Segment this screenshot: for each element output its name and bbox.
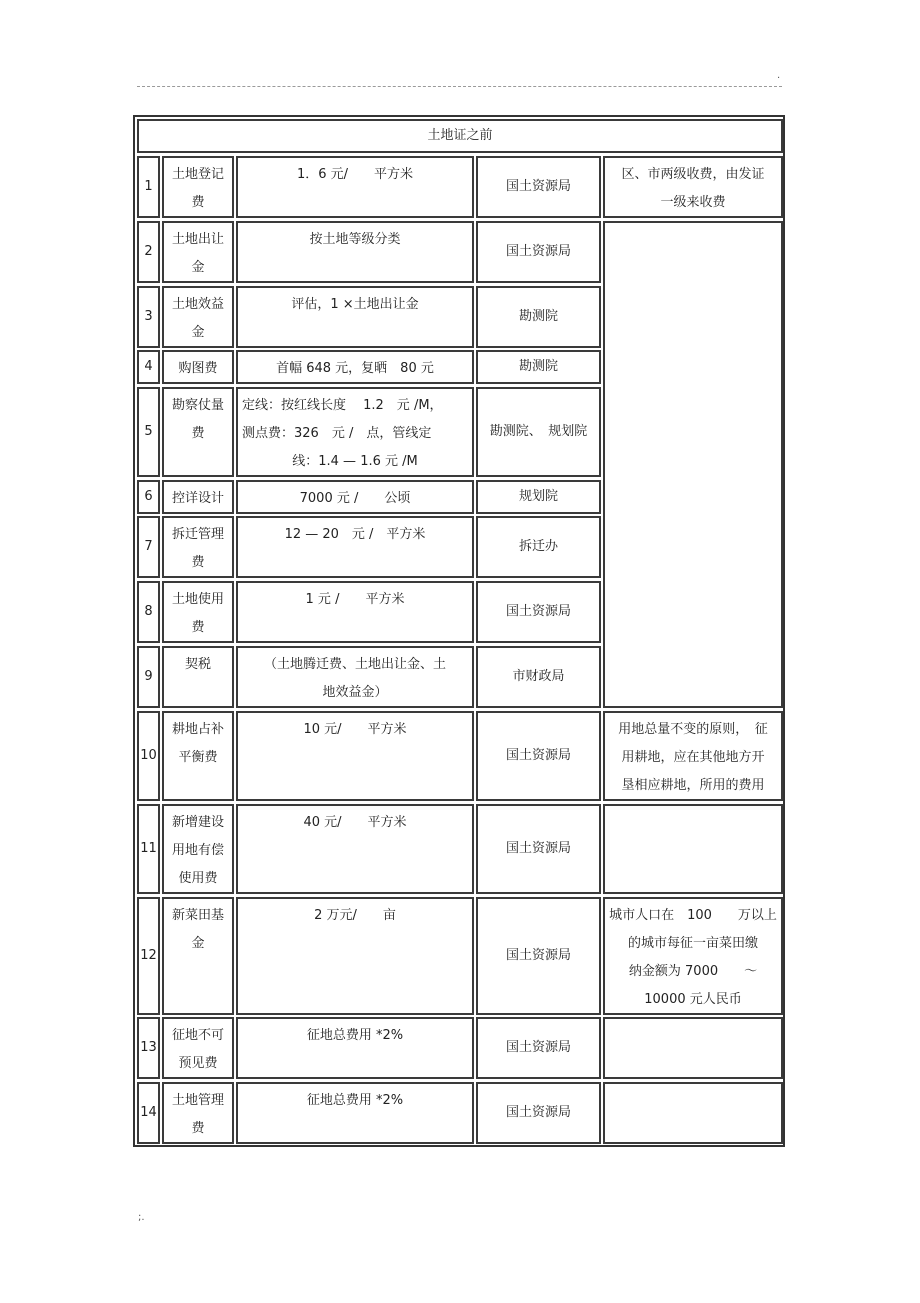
fee-name-line: 费 [191,195,205,210]
fee-name-line: 费 [191,555,205,570]
fee-standard-line: 地效益金） [322,685,388,700]
fee-standard-line: 征地总费用 *2% [306,1028,404,1043]
collecting-department: 国土资源局 [476,156,601,218]
fee-standard-line: 40 元/ 平方米 [303,815,407,830]
fee-standard-line: （土地腾迁费、土地出让金、土 [263,657,446,672]
collecting-department: 市财政局 [476,646,601,708]
fee-name [162,480,234,514]
fee-name-line: 土地管理 [171,1093,224,1108]
fee-name-line: 用地有偿 [171,843,224,858]
fee-standard [236,897,474,1015]
fee-name [162,804,234,894]
fee-name-line: 拆迁管理 [171,527,224,542]
fee-remark-line: 用耕地，应在其他地方开 [621,750,765,765]
fee-name-line: 金 [191,936,205,951]
collecting-department: 国土资源局 [476,1017,601,1079]
row-number: 8 [137,581,160,643]
fee-remark [603,804,783,894]
fee-standard [236,350,474,384]
row-number: 13 [137,1017,160,1079]
fee-remark-line: 10000 元人民币 [644,992,742,1007]
row-number: 3 [137,286,160,348]
collecting-department: 规划院 [476,480,601,514]
fee-standard [236,1082,474,1144]
fee-name-line: 勘察仗量 [171,398,224,413]
fee-name-line: 土地出让 [171,232,224,247]
page-mark-top: . [777,70,781,81]
fee-name [162,387,234,477]
collecting-department: 国土资源局 [476,804,601,894]
fee-remark-line: 用地总量不变的原则， 征 [618,722,768,737]
row-number: 11 [137,804,160,894]
fee-name [162,221,234,283]
row-number: 4 [137,350,160,384]
fee-remark [603,156,783,218]
fee-name [162,897,234,1015]
fee-name-line: 购图费 [178,361,218,376]
collecting-department: 拆迁办 [476,516,601,578]
fee-name [162,646,234,708]
page-mark-bottom: ;. [138,1212,145,1223]
fee-name [162,516,234,578]
fee-standard-line: 2 万元/ 亩 [314,908,396,923]
fee-name-line: 费 [191,426,205,441]
fee-standard-line: 测点费：326 元 / 点，管线定 [242,426,432,441]
row-number: 5 [137,387,160,477]
collecting-department: 国土资源局 [476,897,601,1015]
fee-remark [603,711,783,801]
fee-remark-line: 的城市每征一亩菜田缴 [627,936,758,951]
fee-standard-line: 首幅 648 元，复晒 80 元 [276,361,434,376]
fee-name-line: 新增建设 [171,815,224,830]
collecting-department: 勘测院 [476,286,601,348]
fee-standard [236,646,474,708]
collecting-department: 国土资源局 [476,221,601,283]
fee-name [162,286,234,348]
fee-name-line: 平衡费 [178,750,218,765]
fee-standard-line: 12 — 20 元 / 平方米 [284,527,426,542]
fee-remark [603,897,783,1015]
fee-standard [236,480,474,514]
fee-standard [236,286,474,348]
fee-standard-line: 评估，1 ×土地出让金 [291,297,419,312]
fee-name [162,711,234,801]
fee-name [162,581,234,643]
fee-standard [236,711,474,801]
fee-name-line: 土地登记 [171,167,224,182]
fee-standard-line: 1 元 / 平方米 [305,592,405,607]
row-number: 12 [137,897,160,1015]
fee-standard [236,804,474,894]
fee-remark [603,1082,783,1144]
fee-name [162,350,234,384]
fee-name [162,156,234,218]
header-rule [137,86,782,87]
fee-standard [236,1017,474,1079]
fee-standard [236,387,474,477]
fee-standard [236,516,474,578]
collecting-department: 国土资源局 [476,1082,601,1144]
fee-name-line: 契税 [184,657,211,672]
fee-standard [236,156,474,218]
row-number: 1 [137,156,160,218]
fee-name-line: 土地效益 [171,297,224,312]
row-number: 9 [137,646,160,708]
fee-standard [236,221,474,283]
fee-name-line: 金 [191,325,205,340]
collecting-department: 国土资源局 [476,711,601,801]
fee-name-line: 新菜田基 [171,908,224,923]
fee-standard-line: 7000 元 / 公顷 [299,491,411,506]
fee-name-line: 金 [191,260,205,275]
fee-remark-line: 垦相应耕地，所用的费用 [621,778,765,793]
fee-remark [603,1017,783,1079]
row-number: 6 [137,480,160,514]
fee-remark-line: 区、市两级收费，由发证 [621,167,765,182]
fee-remark-line: 纳金额为 7000 ～ [628,964,758,979]
fee-standard-line: 定线：按红线长度 1.2 元 /M， [242,398,443,413]
row-number: 10 [137,711,160,801]
fee-name-line: 征地不可 [171,1028,224,1043]
collecting-department: 勘测院 [476,350,601,384]
row-number: 2 [137,221,160,283]
fee-name-line: 预见费 [178,1056,218,1071]
fee-standard [236,581,474,643]
collecting-department: 国土资源局 [476,581,601,643]
fee-remark-line: 一级来收费 [660,195,726,210]
fee-remark-line: 城市人口在 100 万以上 [609,908,777,923]
row-number: 7 [137,516,160,578]
fee-name-line: 费 [191,1121,205,1136]
fee-name-line: 使用费 [178,871,218,886]
fee-standard-line: 征地总费用 *2% [306,1093,404,1108]
table-header: 土地证之前 [137,119,783,153]
fee-name-line: 土地使用 [171,592,224,607]
fee-name-line: 费 [191,620,205,635]
fee-remark-merged [603,221,783,708]
fee-standard-line: 10 元/ 平方米 [303,722,407,737]
fee-standard-line: 按土地等级分类 [309,232,401,247]
fee-standard-line: 线：1.4 — 1.6 元 /M [292,454,418,469]
fee-name-line: 控详设计 [171,491,224,506]
fee-name [162,1082,234,1144]
fee-standard-line: 1．6 元/ 平方米 [296,167,414,182]
fee-name-line: 耕地占补 [171,722,224,737]
fee-name [162,1017,234,1079]
row-number: 14 [137,1082,160,1144]
collecting-department: 勘测院、 规划院 [476,387,601,477]
